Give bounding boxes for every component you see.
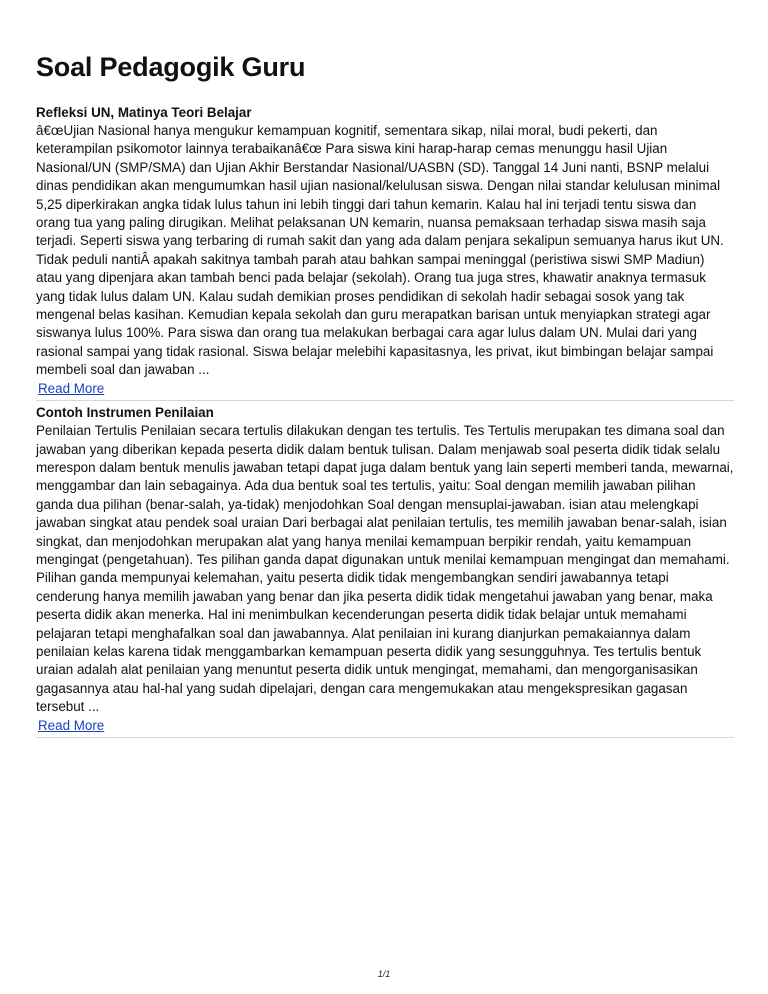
article-title: Contoh Instrumen Penilaian [36,405,214,421]
read-more-link[interactable]: Read More [38,717,105,733]
page-number: 1/1 [377,969,391,979]
page-title: Soal Pedagogik Guru [36,52,306,82]
article-body: â€œUjian Nasional hanya mengukur kemampuan kognitif, sementara sikap, nilai moral, budi pekerti, dan keterampilan psikomotor lainnya terabaikanâ€œ Para siswa kini harap-harap cemas menunggu hasil Ujian Nasional/UN (SMP/SMA) dan Ujian Akhir Berstandar Nasional/UASBN (SD). Tanggal 14 Juni nanti, BSNP melalui dinas pendidikan akan mengumumkan hasil ujian nasional/kelulusan siswa. Dengan nilai standar kelulusan minimal 5,25 diperkirakan angka tidak lulus tahun ini lebih tinggi dari tahun kemarin. Kalau hal ini terjadi tentu siswa dan orang tua yang paling dirugikan. Melihat pelaksanan UN kemarin, nuansa pemaksaan terhadap siswa masih saja terjadi. Seperti siswa yang terbaring di rumah sakit dan yang ada dalam penjara sekalipun semuanya harus ikut UN. Tidak peduli nantiÂ apakah sakitnya tambah parah atau bahkan sampai meninggal (peristiwa siswi SMP Madiun) atau yang dipenjara akan tambah benci pada belajar (sekolah). Orang tua juga stres, khawatir anaknya termasuk yang tidak lulus dalam UN. Kalau sudah demikian proses pendidikan di sekolah hadir sebagai sosok yang tak mengenal belas kasihan. Kemudian kepala sekolah dan guru merapatkan barisan untuk menyiapkan strategi agar siswanya lulus 100%. Para siswa dan orang tua melakukan berbagai cara agar lulus dalam UN. Mulai dari yang rasional sampai yang tidak rasional. Siswa belajar melebihi kapasitasnya, les privat, ikut bimbingan belajar sampai membeli soal dan jawaban ... [36,123,724,378]
article-title: Refleksi UN, Matinya Teori Belajar [36,105,252,120]
article-item [36,404,734,738]
article-list [36,104,734,741]
article-body: Penilaian Tertulis Penilaian secara tertulis dilakukan dengan tes tertulis. Tes Tertulis merupakan tes dimana soal dan jawaban yang diberikan kepada peserta didik dalam bentuk tulisan. Dalam menjawab soal peserta didik tidak selalu merespon dalam bentuk menulis jawaban tetapi dapat juga dalam bentuk yang lain seperti memberi tanda, mewarnai, menggambar dan lain sebagainya. Ada dua bentuk soal tes tertulis, yaitu: Soal dengan memilih jawaban pilihan ganda dua pilihan (benar-salah, ya-tidak) menjodohkan Soal dengan mensuplai-jawaban. isian atau melengkapi jawaban singkat atau pendek soal uraian Dari berbagai alat penilaian tertulis, tes memilih jawaban benar-salah, isian singkat, dan menjodohkan merupakan alat yang hanya menilai kemampuan berpikir rendah, yaitu kemampuan mengingat (pengetahuan). Tes pilihan ganda dapat digunakan untuk menilai kemampuan mengingat dan memahami. Pilihan ganda mempunyai kelemahan, yaitu peserta didik tidak mengembangkan sendiri jawabannya tetapi cenderung hanya memilih jawaban yang benar dan jika peserta didik tidak mengetahui jawaban yang benar, maka peserta didik akan menerka. Hal ini menimbulkan kecenderungan peserta didik tidak belajar untuk memahami pelajaran tetapi menghafalkan soal dan jawabannya. Alat penilaian ini kurang dianjurkan pemakaiannya dalam penilaian kelas karena tidak menggambarkan kemampuan peserta didik yang sesungguhnya. Tes tertulis bentuk uraian adalah alat penilaian yang menuntut peserta didik untuk mengingat, memahami, dan mengorganisasikan gagasannya atau hal-hal yang sudah dipelajari, dengan cara mengemukakan atau mengekspresikan gagasan tersebut ... [36,423,734,715]
read-more-link[interactable]: Read More [38,380,105,396]
article-item [36,104,734,401]
